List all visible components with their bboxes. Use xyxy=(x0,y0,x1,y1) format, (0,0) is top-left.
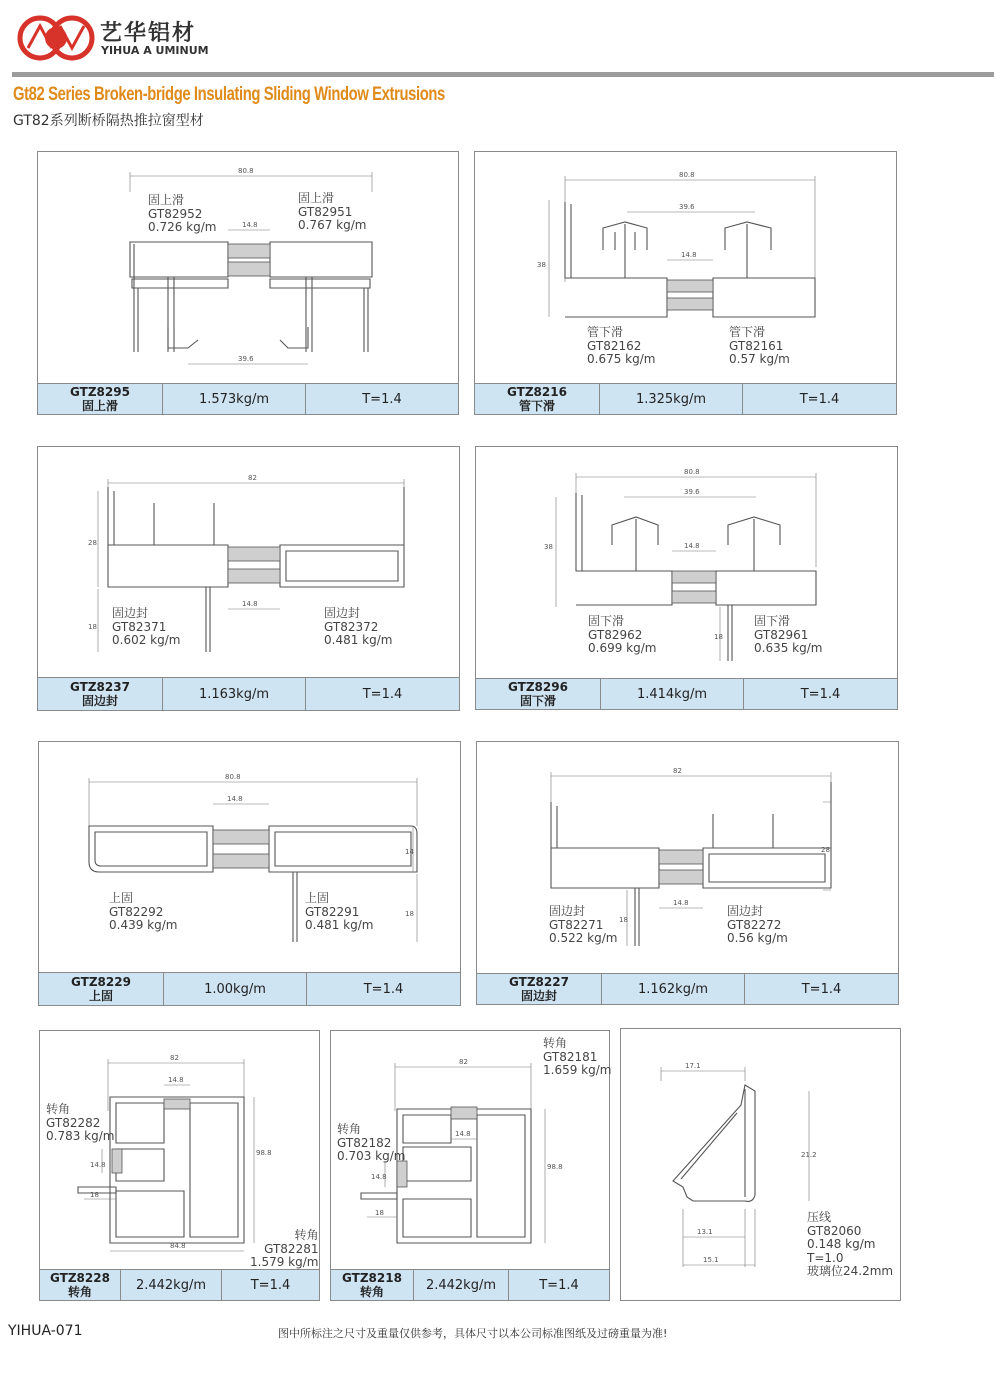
profile-name: 固边封 xyxy=(81,694,118,708)
profile-panel-gtz8295 xyxy=(37,151,459,415)
part-label-left: 固下滑 GT82962 0.699 kg/m xyxy=(588,614,657,655)
profile-name: 固下滑 xyxy=(519,694,556,708)
spec-bar xyxy=(40,1269,319,1300)
profile-thickness: T=1.4 xyxy=(539,1277,579,1293)
profile-drawing-gtz8295 xyxy=(38,152,458,384)
profile-drawing-gtz8227 xyxy=(477,742,898,974)
part-label-top: 转角 GT82181 1.659 kg/m xyxy=(543,1036,612,1077)
dim-label: 14.8 xyxy=(90,1161,106,1169)
part-label-left: 固上滑 GT82952 0.726 kg/m xyxy=(148,193,217,234)
profile-code: GTZ8228 xyxy=(50,1271,110,1285)
dim-label: 15.1 xyxy=(703,1256,719,1264)
profile-code: GTZ8227 xyxy=(509,975,569,989)
disclaimer: 图中所标注之尺寸及重量仅供参考，具体尺寸以本公司标准图纸及过磅重量为准! xyxy=(278,1327,668,1340)
part-label-right: 固边封 GT82372 0.481 kg/m xyxy=(324,606,393,647)
dim-label: 21.2 xyxy=(801,1151,817,1159)
part-label-left: 固边封 GT82271 0.522 kg/m xyxy=(549,904,618,945)
dim-label: 39.6 xyxy=(679,203,695,211)
dim-label: 14.8 xyxy=(673,899,689,907)
page-title-en: Gt82 Series Broken-bridge Insulating Sliding Window Extrusions xyxy=(13,84,445,105)
profile-weight: 2.442kg/m xyxy=(414,1270,509,1300)
profile-code: GTZ8237 xyxy=(70,680,130,694)
profile-thickness: T=1.4 xyxy=(250,1277,291,1293)
profile-drawing-gtz8229 xyxy=(39,742,460,975)
profile-weight: 1.414kg/m xyxy=(601,679,744,709)
part-label-left: 上固 GT82292 0.439 kg/m xyxy=(109,891,178,932)
dim-label: 82 xyxy=(459,1058,468,1066)
brand-name-en: YIHUA A UMINUM xyxy=(101,44,209,57)
dim-label: 80.8 xyxy=(238,167,254,175)
dim-label: 18 xyxy=(88,623,97,631)
profile-name: 上固 xyxy=(88,989,113,1003)
header-divider xyxy=(12,72,994,77)
dim-label: 84.8 xyxy=(170,1242,186,1250)
profile-code: GTZ8296 xyxy=(508,680,568,694)
profile-drawing-gtz8216 xyxy=(475,152,896,384)
dim-label: 80.8 xyxy=(225,773,241,781)
profile-panel-gtz8228 xyxy=(39,1030,320,1301)
profile-weight: 1.325kg/m xyxy=(600,384,743,414)
profile-name: 固上滑 xyxy=(81,399,118,413)
part-label-right: 固边封 GT82272 0.56 kg/m xyxy=(727,904,788,945)
dim-label: 14.8 xyxy=(684,542,700,550)
profile-panel-gtz8216 xyxy=(474,151,897,415)
part-label-left: 固边封 GT82371 0.602 kg/m xyxy=(112,606,181,647)
profile-name: 固边封 xyxy=(520,989,557,1003)
profile-panel-gtz8296 xyxy=(475,446,898,710)
dim-label: 18 xyxy=(90,1191,99,1199)
dim-label: 18 xyxy=(375,1209,384,1217)
profile-thickness: T=1.4 xyxy=(362,391,402,407)
profile-panel-gt82060 xyxy=(620,1028,901,1301)
part-label-left: 管下滑 GT82162 0.675 kg/m xyxy=(587,325,656,366)
spec-bar xyxy=(476,678,897,709)
profile-thickness: T=1.4 xyxy=(800,686,841,702)
dim-label: 14 xyxy=(405,848,414,856)
dim-label: 39.6 xyxy=(684,488,700,496)
profile-code: GTZ8218 xyxy=(342,1271,402,1285)
spec-bar xyxy=(38,677,459,710)
dim-label: 18 xyxy=(405,910,414,918)
dim-label: 38 xyxy=(544,543,553,551)
page-title-cn: GT82系列断桥隔热推拉窗型材 xyxy=(13,113,204,129)
profile-weight: 1.573kg/m xyxy=(163,384,306,414)
profile-panel-gtz8229 xyxy=(38,741,461,1006)
part-label: 压线 GT82060 0.148 kg/m T=1.0 玻璃位24.2mm xyxy=(807,1210,894,1278)
yihua-logo-icon xyxy=(14,12,98,64)
brand-logo xyxy=(14,12,214,64)
dim-label: 80.8 xyxy=(684,468,700,476)
part-label-right: 管下滑 GT82161 0.57 kg/m xyxy=(729,325,790,366)
profile-code: GTZ8216 xyxy=(507,385,567,399)
part-label-right: 上固 GT82291 0.481 kg/m xyxy=(305,891,374,932)
profile-panel-gtz8237 xyxy=(37,446,460,711)
profile-name: 转角 xyxy=(67,1285,92,1299)
dim-label: 82 xyxy=(170,1054,179,1062)
spec-bar xyxy=(331,1269,609,1300)
profile-weight: 2.442kg/m xyxy=(121,1270,222,1300)
profile-thickness: T=1.4 xyxy=(362,686,403,702)
profile-drawing-gtz8296 xyxy=(476,447,897,679)
dim-label: 14.8 xyxy=(371,1173,387,1181)
spec-bar xyxy=(38,383,458,414)
dim-label: 98.8 xyxy=(256,1149,272,1157)
profile-thickness: T=1.4 xyxy=(363,981,404,997)
dim-label: 98.8 xyxy=(547,1163,563,1171)
dim-label: 18 xyxy=(619,916,628,924)
page-id: YIHUA-071 xyxy=(8,1323,83,1339)
profile-weight: 1.162kg/m xyxy=(602,974,745,1004)
part-label-right: 固下滑 GT82961 0.635 kg/m xyxy=(754,614,823,655)
profile-name: 转角 xyxy=(359,1285,384,1299)
profile-weight: 1.163kg/m xyxy=(163,678,306,710)
profile-code: GTZ8229 xyxy=(71,975,131,989)
profile-name: 管下滑 xyxy=(518,399,555,413)
profile-weight: 1.00kg/m xyxy=(164,973,307,1005)
profile-drawing-gtz8237 xyxy=(38,447,459,680)
spec-bar xyxy=(39,972,460,1005)
dim-label: 82 xyxy=(248,474,257,482)
profile-thickness: T=1.4 xyxy=(801,981,842,997)
dim-label: 39.6 xyxy=(238,355,254,363)
part-label-right: 转角 GT82281 1.579 kg/m xyxy=(250,1228,319,1269)
dim-label: 38 xyxy=(537,261,546,269)
spec-bar xyxy=(475,383,896,414)
profile-thickness: T=1.4 xyxy=(799,391,840,407)
part-label-left: 转角 GT82182 0.703 kg/m xyxy=(337,1122,406,1163)
dim-label: 18 xyxy=(714,633,723,641)
dim-label: 14.8 xyxy=(455,1130,471,1138)
profile-panel-gtz8227 xyxy=(476,741,899,1005)
spec-bar xyxy=(477,973,898,1004)
dim-label: 28 xyxy=(821,846,830,854)
dim-label: 14.8 xyxy=(242,600,258,608)
dim-label: 28 xyxy=(88,539,97,547)
dim-label: 14.8 xyxy=(227,795,243,803)
part-label-left: 转角 GT82282 0.783 kg/m xyxy=(46,1102,115,1143)
dim-label: 14.8 xyxy=(242,221,258,229)
dim-label: 14.8 xyxy=(168,1076,184,1084)
profile-code: GTZ8295 xyxy=(70,385,130,399)
dim-label: 14.8 xyxy=(681,251,697,259)
brand-name-cn: 艺华铝材 xyxy=(100,21,197,46)
part-label-right: 固上滑 GT82951 0.767 kg/m xyxy=(298,191,367,232)
dim-label: 80.8 xyxy=(679,171,695,179)
profile-panel-gtz8218 xyxy=(330,1030,610,1301)
dim-label: 17.1 xyxy=(685,1062,701,1070)
dim-label: 82 xyxy=(673,767,682,775)
dim-label: 13.1 xyxy=(697,1228,713,1236)
